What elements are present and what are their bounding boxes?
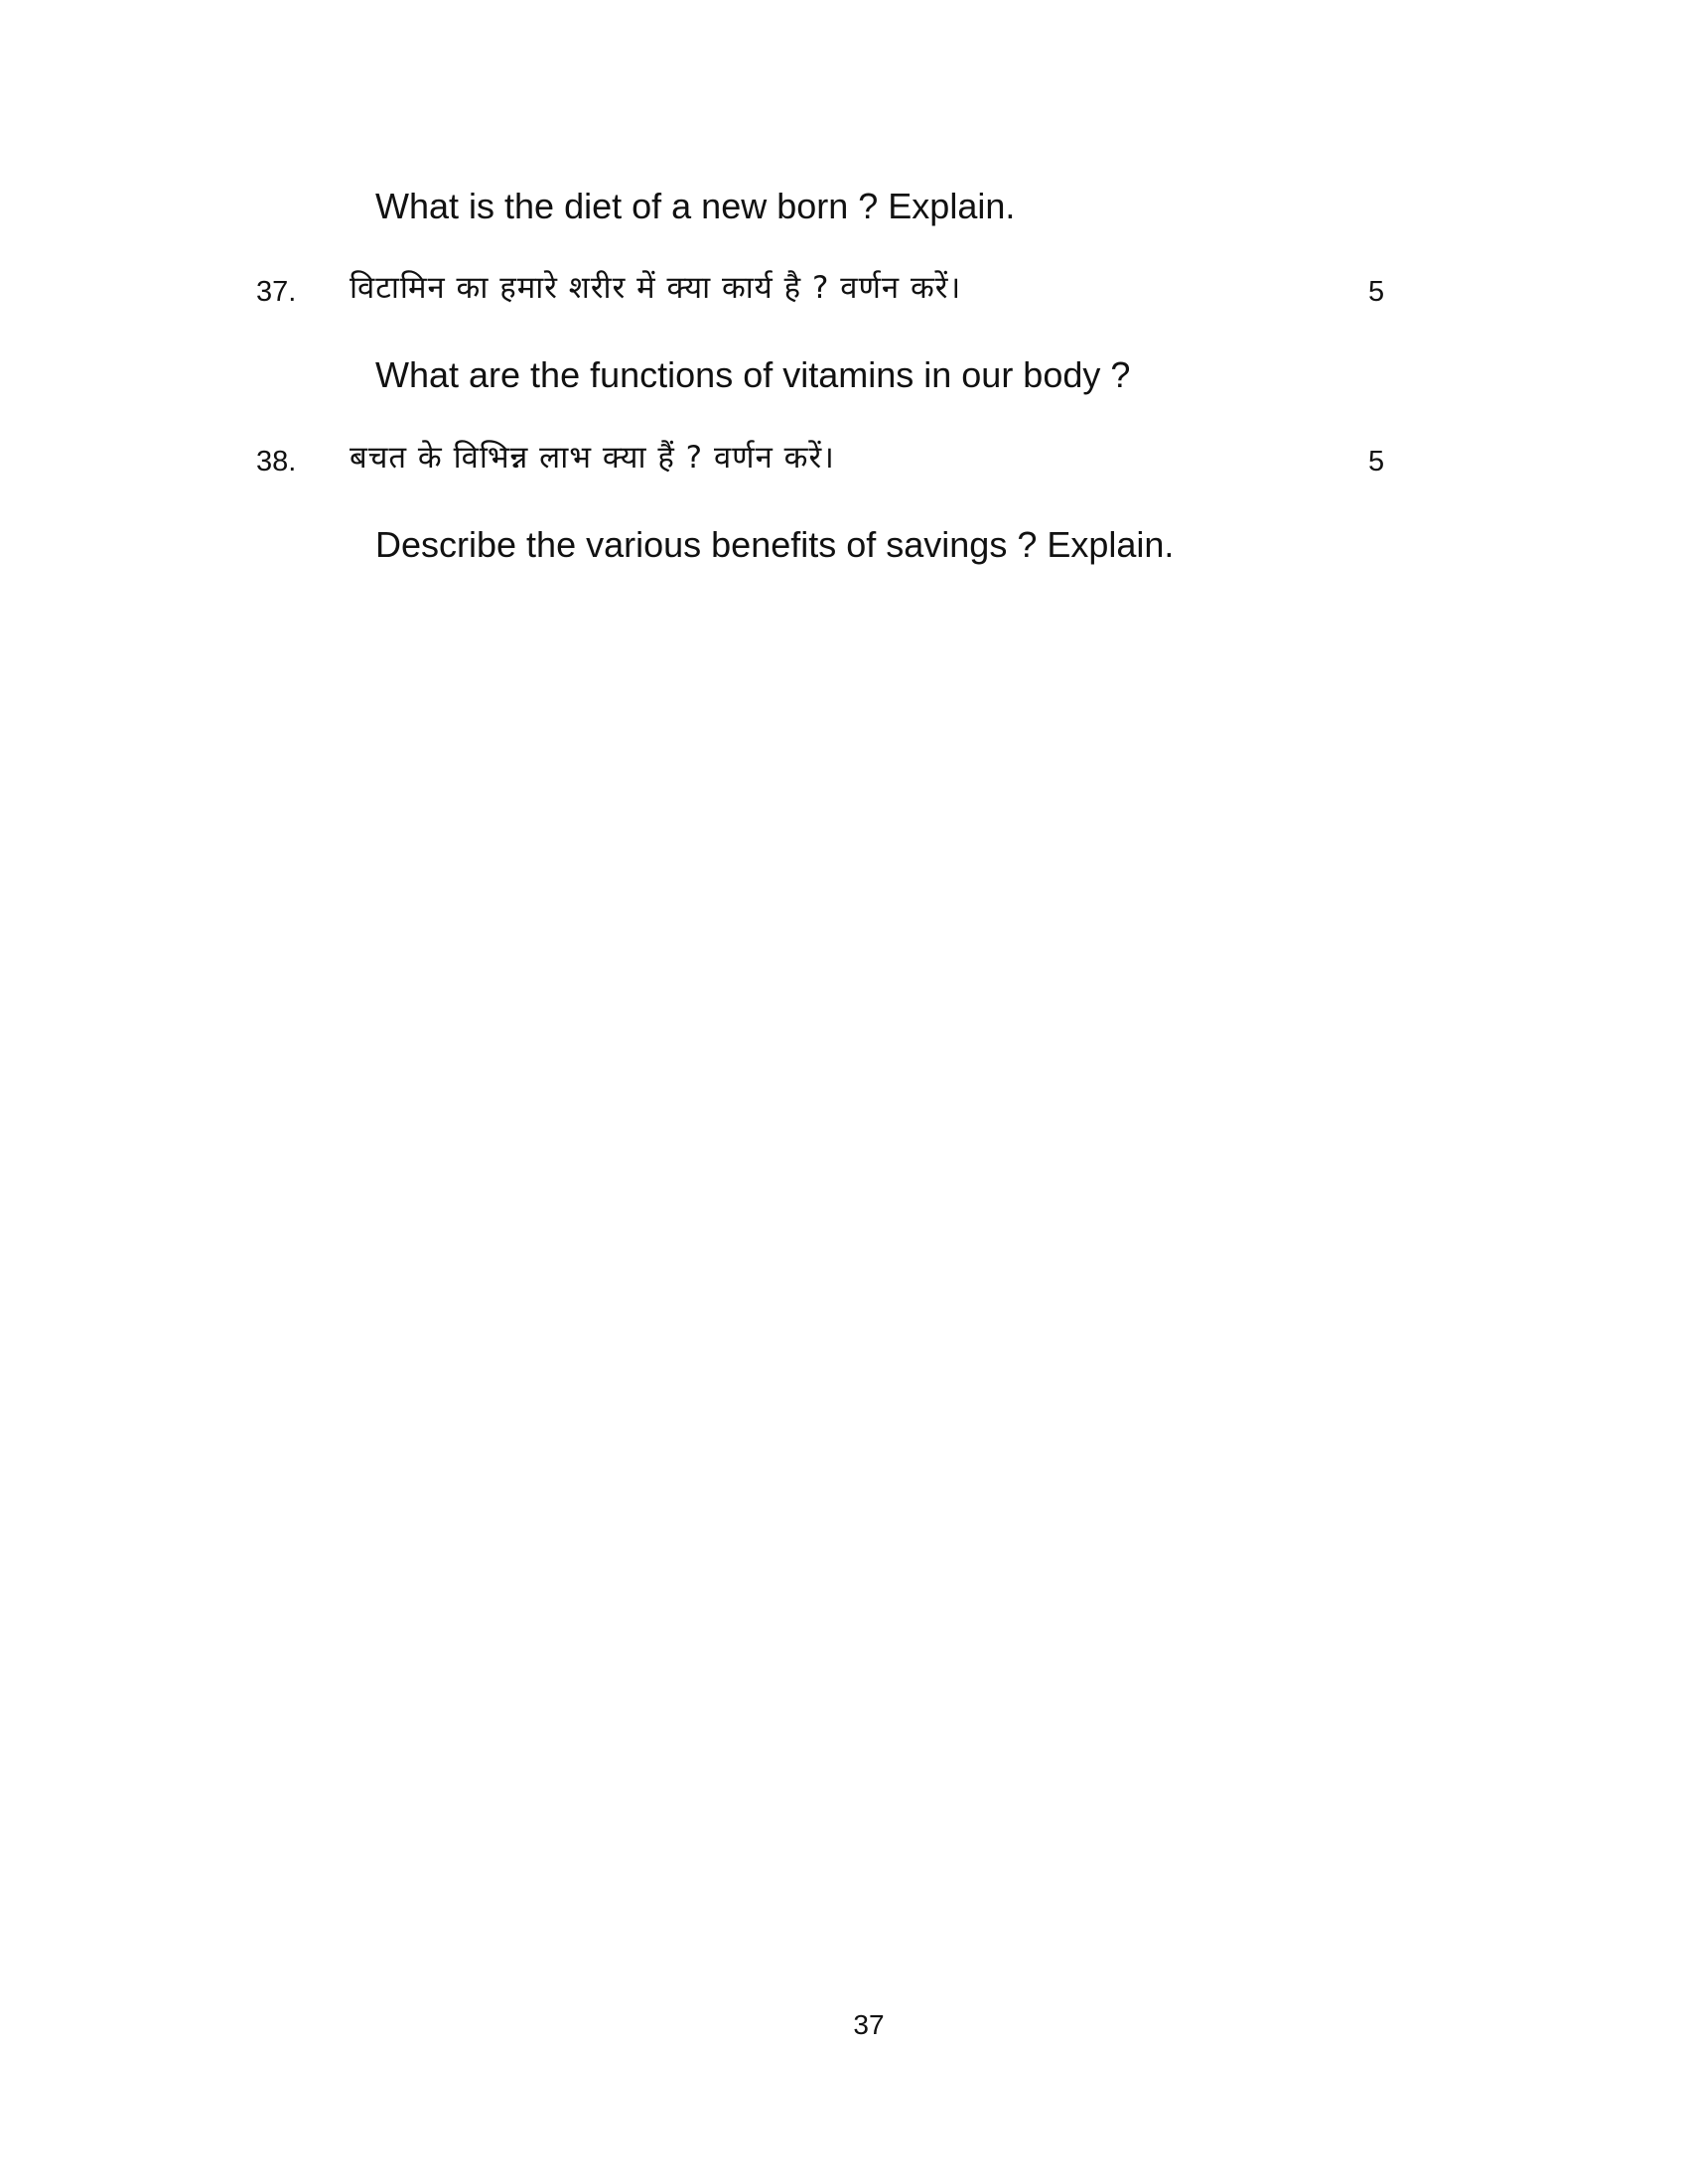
page-number: 37 bbox=[853, 2009, 885, 2040]
question-36-english-text: What is the diet of a new born ? Explain. bbox=[375, 186, 1016, 226]
question-hindi-text: विटामिन का हमारे शरीर में क्या कार्य है ? वर्णन करें। bbox=[350, 270, 962, 306]
question-marks: 5 bbox=[1368, 446, 1385, 478]
question-number: 38. bbox=[256, 446, 297, 478]
question-english-text: What are the functions of vitamins in our body ? bbox=[375, 354, 1131, 395]
question-marks: 5 bbox=[1368, 276, 1385, 308]
question-english-text: Describe the various benefits of savings ? Explain. bbox=[375, 524, 1175, 565]
question-number: 37. bbox=[256, 276, 297, 308]
question-hindi-text: बचत के विभिन्न लाभ क्या हैं ? वर्णन करें। bbox=[350, 440, 835, 476]
